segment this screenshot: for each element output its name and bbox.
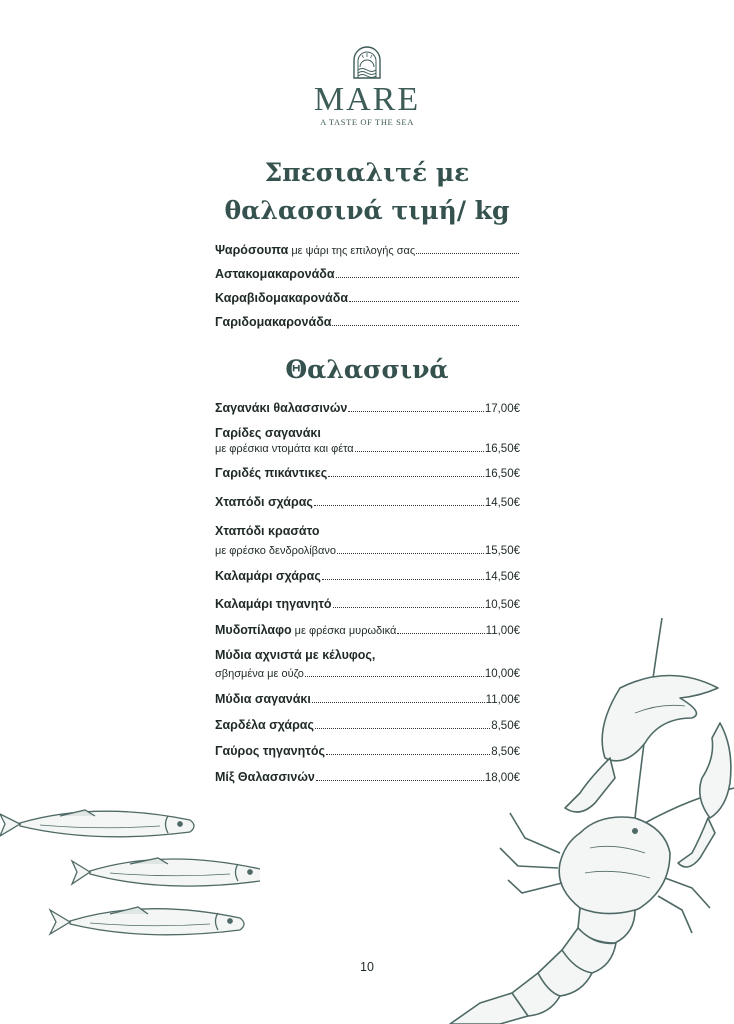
brand-name: MARE [313, 81, 421, 118]
item-description: σβησμένα με ούζο [215, 668, 304, 680]
item-price: 17,00€ [484, 403, 520, 415]
menu-item [215, 523, 520, 568]
menu-item [215, 266, 520, 290]
item-name: Χταπόδι κρασάτο [215, 524, 320, 538]
item-price: 11,00€ [485, 625, 520, 637]
leader-dots [336, 276, 519, 278]
item-name: Γαρίδες σαγανάκι [215, 426, 321, 440]
item-name: Αστακομακαρονάδα [215, 267, 335, 281]
leader-dots [328, 475, 484, 477]
item-description: με φρέσκα μυρωδικά [294, 625, 397, 637]
brand-logo [0, 44, 734, 127]
lobster-claw-upper [602, 676, 718, 761]
item-description: με φρέσκια ντομάτα και φέτα [215, 443, 354, 455]
leader-dots [355, 450, 484, 452]
item-name: Καλαμάρι τηγανητό [215, 597, 332, 611]
menu-item [215, 400, 520, 425]
menu-item [215, 290, 520, 314]
section-title-seafood: Θαλασσινά [285, 355, 449, 384]
item-price: 10,50€ [484, 599, 520, 611]
sardine-illustration [0, 796, 260, 946]
sardine-1 [0, 810, 194, 837]
item-price: 15,50€ [484, 545, 520, 557]
item-price: 14,50€ [484, 497, 520, 509]
menu-item [215, 242, 520, 266]
sunset-sea-emblem-icon [351, 44, 383, 80]
item-price: 14,50€ [484, 571, 520, 583]
item-price: 16,50€ [484, 468, 520, 480]
item-price: 10,00€ [484, 668, 520, 680]
section-title-specialties-line1: Σπεσιαλιτέ με [264, 158, 470, 187]
leader-dots [333, 606, 484, 608]
item-description: με φρέσκο δενδρολίβανο [215, 545, 336, 557]
sardine-3 [50, 907, 244, 935]
specialties-list [215, 242, 520, 338]
item-name: Καλαμάρι σχάρας [215, 569, 321, 583]
section-title-specialties-line2: θαλασσινά τιμή/ kg [224, 196, 510, 225]
item-name: Γαριδομακαρονάδα [215, 315, 332, 329]
menu-item [215, 425, 520, 465]
leader-dots [337, 552, 484, 554]
item-name: Σαγανάκι θαλασσινών [215, 401, 348, 415]
item-name: Καραβιδομακαρονάδα [215, 291, 349, 305]
item-name: Χταπόδι σχάρας [215, 495, 313, 509]
item-price: 18,00€ [484, 772, 520, 784]
menu-item [215, 465, 520, 494]
menu-item [215, 314, 520, 338]
item-name: Ψαρόσουπα [215, 243, 289, 257]
item-name: Γαριδές πικάντικες [215, 466, 328, 480]
item-name: Σαρδέλα σχάρας [215, 718, 314, 732]
leader-dots [349, 300, 519, 302]
lobster-claw-side [700, 723, 731, 818]
brand-tagline: A TASTE OF THE SEA [320, 117, 414, 127]
page-number: 10 [360, 960, 374, 974]
menu-item [215, 568, 520, 596]
item-name: Μίξ Θαλασσινών [215, 770, 315, 784]
leader-dots [322, 578, 484, 580]
leader-dots [314, 504, 484, 506]
item-price: 16,50€ [484, 443, 520, 455]
item-price: 8,50€ [491, 720, 520, 732]
lobster-carapace [559, 817, 670, 916]
sardine-2 [72, 858, 260, 886]
item-name: Μύδια αχνιστά με κέλυφος, [215, 648, 376, 662]
leader-dots [416, 252, 519, 254]
item-price: 11,00€ [485, 694, 520, 706]
item-name: Γαύρος τηγανητός [215, 744, 325, 758]
leader-dots [332, 324, 519, 326]
item-price: 8,50€ [491, 746, 520, 758]
item-description: με ψάρι της επιλογής σας [291, 245, 416, 257]
leader-dots [348, 410, 483, 412]
item-name: Μυδοπίλαφο [215, 623, 292, 637]
menu-item [215, 494, 520, 523]
item-name: Μύδια σαγανάκι [215, 692, 311, 706]
